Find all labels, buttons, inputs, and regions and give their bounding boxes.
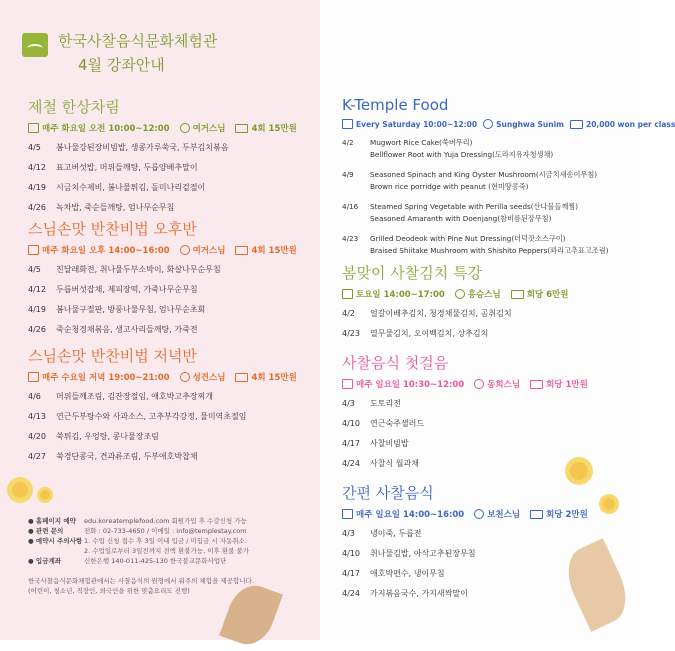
section-seasonal-table — [28, 96, 297, 222]
item-date: 4/3 — [342, 399, 355, 408]
item-date: 4/26 — [28, 203, 46, 212]
section-title: K-Temple Food — [342, 96, 449, 114]
list-item — [28, 411, 297, 423]
section-title: 스님손맛 반찬비법 저녁반 — [28, 347, 197, 365]
list-item — [342, 308, 568, 320]
flower-icon — [12, 482, 28, 498]
list-item — [28, 451, 297, 463]
teacher-name: 보천스님 — [487, 510, 521, 520]
person-icon — [474, 509, 484, 519]
item-menu: Grilled Deodeok with Pine Nut Dressing(더덕잣소스구이) — [370, 234, 566, 243]
temple-food-logo-icon — [22, 33, 48, 57]
item-date: 4/13 — [28, 412, 46, 421]
item-date: 4/12 — [28, 163, 46, 172]
item-date: 4/2 — [342, 309, 355, 318]
item-menu: 표고버섯밥, 머위들깨탕, 두릅양배추말이 — [56, 163, 198, 172]
flower-icon — [40, 490, 50, 500]
section-first-steps — [342, 352, 588, 478]
price-icon — [530, 380, 543, 389]
item-menu: 진달래화전, 취나물두부소박이, 화살나무순무침 — [56, 265, 221, 274]
item-date: 4/23 — [342, 234, 359, 243]
schedule-time: Every Saturday 10:00~12:00 — [356, 119, 478, 129]
person-icon — [455, 289, 465, 299]
list-item — [342, 137, 675, 161]
item-menu: Brown rice porridge with peanut (현미땅콩죽) — [370, 182, 529, 191]
price-icon — [530, 510, 543, 519]
item-date: 4/19 — [28, 305, 46, 314]
item-menu: 취나물김밥, 아삭고추된장무침 — [370, 549, 476, 558]
list-item — [28, 284, 297, 296]
section-title: 제철 한상차림 — [28, 98, 120, 116]
item-menu: 도토리전 — [370, 399, 401, 408]
person-icon — [180, 123, 190, 133]
person-icon — [474, 379, 484, 389]
footer-label: ● 홈페이지 예약 — [28, 517, 76, 525]
list-item — [28, 324, 297, 336]
item-menu: 죽순청경채볶음, 생고사리들깨탕, 가죽전 — [56, 325, 198, 334]
page-subtitle: 4월 강좌안내 — [78, 56, 165, 74]
teacher-name: 성견스님 — [192, 373, 226, 383]
item-date: 4/19 — [28, 183, 46, 192]
calendar-icon — [342, 509, 353, 519]
item-date: 4/20 — [28, 432, 46, 441]
item-date: 4/26 — [28, 325, 46, 334]
calendar-icon — [28, 245, 39, 255]
item-menu: 시금치수제비, 봄나물튀김, 돌미나리겉절이 — [56, 183, 206, 192]
item-date: 4/17 — [342, 439, 360, 448]
price-icon — [235, 373, 248, 382]
item-menu: Seasoned Amaranth with Doenjang(참비름된장무침) — [370, 214, 552, 223]
section-info — [28, 244, 297, 256]
item-menu: 얼갈이배추김치, 청경채물김치, 곰취김치 — [370, 309, 512, 318]
footer-value: 2. 수업일로부터 3일전까지 전액 환불가능, 이후 환불 불가 — [84, 547, 250, 555]
list-item — [342, 458, 588, 470]
item-menu: 냉이죽, 두릅전 — [370, 529, 422, 538]
footer-row — [28, 536, 313, 546]
item-menu: 봄나물강된장비빔밥, 생콩가루쑥국, 두부김치볶음 — [56, 143, 229, 152]
price-icon — [570, 120, 583, 129]
section-info — [342, 378, 588, 390]
list-item — [342, 568, 588, 580]
footer-label: ● 관련 문의 — [28, 527, 64, 535]
item-date: 4/23 — [342, 329, 360, 338]
item-date: 4/5 — [28, 265, 41, 274]
item-menu: 쑥경단콩국, 견과류조림, 두부애호박찹채 — [56, 452, 198, 461]
item-menu: 열무물김치, 오이백김치, 상추김치 — [370, 329, 489, 338]
list-item — [28, 182, 297, 194]
list-item — [342, 328, 568, 340]
item-menu: Mugwort Rice Cake(쑥버무리) — [370, 138, 473, 147]
list-item — [28, 264, 297, 276]
list-item — [28, 142, 297, 154]
schedule-time: 매주 일요일 10:30~12:00 — [356, 380, 465, 390]
item-menu: Bellflower Root with Yuja Dressing(도라지유자청생채) — [370, 150, 554, 159]
footer-value: 전화 : 02-733-4650 / 이메일 : info@templestay.com — [84, 527, 247, 535]
price-icon — [235, 124, 248, 133]
list-item — [342, 201, 675, 225]
item-menu: Seasoned Spinach and King Oyster Mushroom(시금치새송이무침) — [370, 170, 598, 179]
item-menu: 사찰식 월과채 — [370, 459, 419, 468]
item-date: 4/9 — [342, 170, 354, 179]
footer-row — [28, 546, 313, 556]
calendar-icon — [342, 289, 353, 299]
calendar-icon — [342, 379, 353, 389]
person-icon — [180, 245, 190, 255]
section-title: 봄맞이 사찰김치 특강 — [342, 264, 482, 282]
left-column — [0, 0, 320, 640]
price: 4회 15만원 — [251, 124, 297, 134]
footer-row — [28, 516, 313, 526]
flower-icon — [603, 498, 615, 510]
price: 4회 15만원 — [251, 246, 297, 256]
price: 회당 2만원 — [546, 510, 588, 520]
footer-value: 신한은행 140-011-425-130 한국불교문화사업단 — [84, 557, 227, 565]
footer-note: 한국사찰음식문화체험관에서는 사찰음식의 원형에서 워주의 체험을 제공합니다. — [28, 577, 254, 585]
teacher-name: 여거스님 — [192, 246, 226, 256]
person-icon — [483, 119, 493, 129]
list-item — [28, 162, 297, 174]
section-kimchi-special — [342, 262, 568, 348]
item-menu: Braised Shiitake Mushroom with Shishito Peppers(꽈리고추표고조림) — [370, 246, 609, 255]
item-menu: 연근숙주샐러드 — [370, 419, 425, 428]
section-title: 사찰음식 첫걸음 — [342, 354, 449, 372]
section-evening-class — [28, 345, 297, 471]
price-icon — [235, 246, 248, 255]
list-item — [28, 391, 297, 403]
section-title: 간편 사찰음식 — [342, 484, 434, 502]
item-date: 4/17 — [342, 569, 360, 578]
item-menu: 연근두부탕수와 사과소스, 고추부각강정, 물미역초절임 — [56, 412, 247, 421]
item-date: 4/27 — [28, 452, 46, 461]
item-menu: 봄나물구절판, 방풍나물무침, 엄나무순초회 — [56, 305, 206, 314]
footer-value: edu.koreatemplefood.com 회원가입 후 수강신청 가능 — [84, 517, 247, 525]
list-item — [342, 528, 588, 540]
schedule-time: 매주 화요일 오후 14:00~16:00 — [42, 246, 170, 256]
item-menu: 사찰비빔밥 — [370, 439, 409, 448]
footer-info — [28, 516, 313, 596]
price-icon — [511, 290, 524, 299]
right-column — [320, 0, 675, 640]
section-info — [28, 122, 297, 134]
list-item — [342, 588, 588, 600]
item-date: 4/6 — [28, 392, 41, 401]
teacher-name: 여거스님 — [192, 124, 226, 134]
item-date: 4/12 — [28, 285, 46, 294]
list-item — [342, 233, 675, 257]
price: 회당 1만원 — [546, 380, 588, 390]
section-easy-temple-food — [342, 482, 588, 608]
list-item — [342, 548, 588, 560]
list-item — [342, 418, 588, 430]
item-date: 4/24 — [342, 589, 360, 598]
calendar-icon — [28, 372, 39, 382]
footer-label: ● 입금계좌 — [28, 557, 62, 565]
footer-note: (어린이, 청소년, 직장인, 외국인을 위한 맞춤요리도 진행) — [28, 587, 190, 595]
item-date: 4/5 — [28, 143, 41, 152]
footer-row — [28, 526, 313, 536]
item-menu: 애호박편수, 냉이무침 — [370, 569, 445, 578]
schedule-time: 매주 일요일 14:00~16:00 — [356, 510, 465, 520]
schedule-time: 매주 화요일 오전 10:00~12:00 — [42, 124, 170, 134]
schedule-time: 토요일 14:00~17:00 — [356, 290, 445, 300]
item-menu: 녹차밥, 죽순들깨탕, 엄나무순무침 — [56, 203, 175, 212]
schedule-time: 매주 수요일 저녁 19:00~21:00 — [42, 373, 170, 383]
teacher-name: Sunghwa Sunim — [496, 119, 564, 129]
price: 4회 15만원 — [251, 373, 297, 383]
section-info — [342, 119, 675, 129]
list-item — [28, 202, 297, 214]
footer-label: ● 예약시 주의사항 — [28, 537, 83, 545]
item-date: 4/2 — [342, 138, 354, 147]
item-date: 4/10 — [342, 549, 360, 558]
item-date: 4/10 — [342, 419, 360, 428]
section-info — [342, 508, 588, 520]
section-info — [342, 288, 568, 300]
list-item — [342, 169, 675, 193]
item-menu: 가지볶음국수, 가지새싹말이 — [370, 589, 468, 598]
footer-value: 1. 수업 신청 접수 후 3일 이내 입금 / 미입금 시 자동취소 — [84, 537, 245, 545]
section-title: 스님손맛 반찬비법 오후반 — [28, 220, 197, 238]
item-date: 4/24 — [342, 459, 360, 468]
list-item — [342, 438, 588, 450]
list-item — [28, 431, 297, 443]
footer-row — [28, 556, 313, 566]
item-date: 4/16 — [342, 202, 359, 211]
flower-icon — [570, 462, 588, 480]
price: 20,000 won per class — [585, 119, 675, 129]
teacher-name: 동희스님 — [487, 380, 521, 390]
item-menu: 쑥튀김, 우엉탕, 콩나물장조림 — [56, 432, 159, 441]
list-item — [28, 304, 297, 316]
person-icon — [180, 372, 190, 382]
item-menu: Steamed Spring Vegetable with Perilla seeds(산나물들깨찜) — [370, 202, 579, 211]
calendar-icon — [28, 123, 39, 133]
item-menu: 두릅버섯잡채, 제피장떡, 가죽나무순무침 — [56, 285, 198, 294]
list-item — [342, 398, 588, 410]
teacher-name: 홍승스님 — [467, 290, 501, 300]
section-k-temple-food — [342, 96, 675, 265]
price: 회당 6만원 — [526, 290, 569, 300]
calendar-icon — [342, 119, 353, 129]
item-date: 4/3 — [342, 529, 355, 538]
org-name: 한국사찰음식문화체험관 — [58, 32, 218, 50]
section-afternoon-class — [28, 218, 297, 344]
item-menu: 머위들깨조림, 김잔장절임, 애호박고추장찌개 — [56, 392, 214, 401]
section-info — [28, 371, 297, 383]
